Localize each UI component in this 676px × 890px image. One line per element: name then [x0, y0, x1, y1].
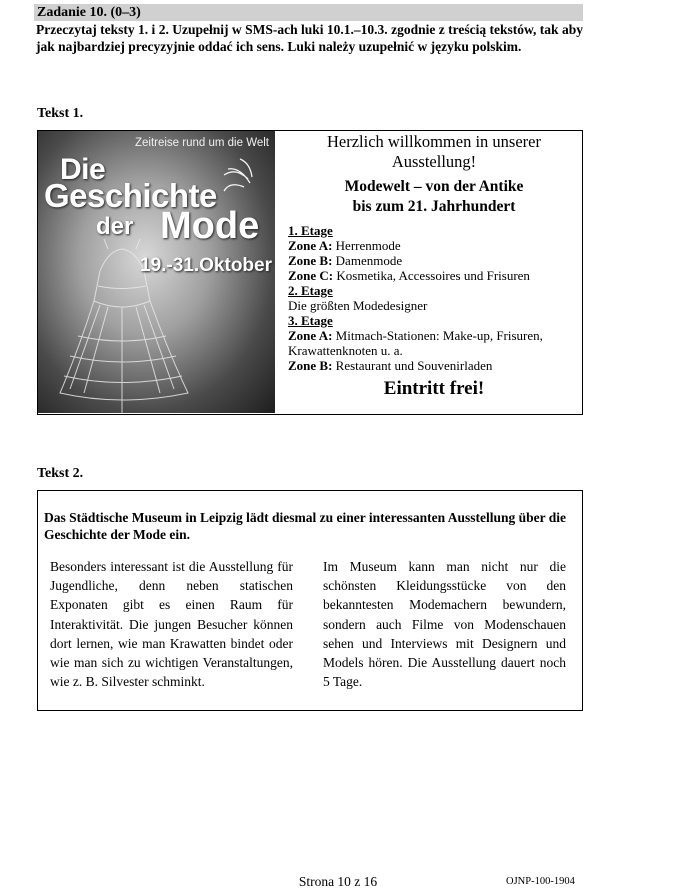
- text2-lead: Das Städtische Museum in Leipzig lädt diesmal zu einer interessanten Ausstellung über die Geschichte der Mode ein.: [44, 510, 567, 542]
- poster-title-geschichte: Geschichte: [44, 177, 217, 214]
- zone-row: [288, 358, 580, 373]
- task-title: Zadanie 10. (0–3): [37, 5, 141, 20]
- welcome-text: Herzlich willkommen in unserer Ausstellung!: [327, 132, 541, 171]
- exhibition-title-line1: Modewelt – von der Antike: [344, 178, 524, 195]
- floor-1-heading: 1. Etage: [288, 223, 333, 238]
- zone-value: Damenmode: [332, 253, 403, 268]
- exhibition-poster: [38, 131, 275, 413]
- zone-key: Zone B:: [288, 358, 333, 373]
- text2-label: Tekst 2.: [37, 466, 84, 481]
- text2-column-right: Im Museum kann man nicht nur die schönsten Kleidungsstücke von den bekanntesten Modemachern bewundern, sondern auch Filme von Modenschauen sehen und Interviews mit Designern und Models hören. Die Ausstellung dauert noch 5 Tage.: [323, 559, 566, 690]
- poster-tagline: Zeitreise rund um die Welt: [134, 137, 269, 149]
- exam-code: OJNP-100-1904: [506, 876, 575, 887]
- free-entry: Eintritt frei!: [383, 378, 485, 399]
- poster-title-der: der: [96, 213, 134, 240]
- page-number: Strona 10 z 16: [298, 874, 378, 889]
- zone-value: Herrenmode: [332, 238, 401, 253]
- task-header: [34, 4, 583, 21]
- zone-value: Restaurant und Souvenirladen: [332, 358, 493, 373]
- exhibition-title-line2: bis zum 21. Jahrhundert: [352, 198, 516, 215]
- poster-title-die: Die: [60, 153, 106, 186]
- zone-row: [288, 328, 580, 358]
- poster-title-mode: Mode: [160, 205, 260, 247]
- text2-column-left: Besonders interessant ist die Ausstellung für Jugendliche, denn neben statischen Exponaten gibt es einen Raum für Interaktivität. Die jungen Besucher können dort lernen, wie man Krawatten bindet oder wie man sich zu wichtigen Veranstaltungen, wie z. B. Silvester schminkt.: [50, 559, 293, 690]
- task-instruction: Przeczytaj teksty 1. i 2. Uzupełnij w SMS-ach luki 10.1.–10.3. zgodnie z treścią tekstów, tak aby jak najbardziej precyzyjnie oddać ich sens. Luki należy uzupełnić w języku polskim.: [36, 22, 583, 54]
- exhibition-title: [288, 177, 580, 217]
- zone-row: [288, 268, 580, 283]
- zone-key: Zone A:: [288, 328, 333, 343]
- zone-row: [288, 238, 580, 253]
- zone-key: Zone C:: [288, 268, 334, 283]
- exhibition-info: [288, 131, 580, 399]
- zone-value: Kosmetika, Accessoires und Frisuren: [333, 268, 530, 283]
- floor-3-heading: 3. Etage: [288, 313, 333, 328]
- zone-value: Mitmach-Stationen: Make-up, Frisuren, Krawattenknoten u. a.: [288, 328, 543, 358]
- poster-dates: 19.-31.Oktober: [140, 255, 272, 276]
- zone-row: [288, 253, 580, 268]
- text1-label: Tekst 1.: [37, 106, 84, 121]
- zone-key: Zone A:: [288, 238, 333, 253]
- floor-2-heading: 2. Etage: [288, 283, 333, 298]
- zone-key: Zone B:: [288, 253, 333, 268]
- floor-2-text: Die größten Modedesigner: [288, 298, 428, 313]
